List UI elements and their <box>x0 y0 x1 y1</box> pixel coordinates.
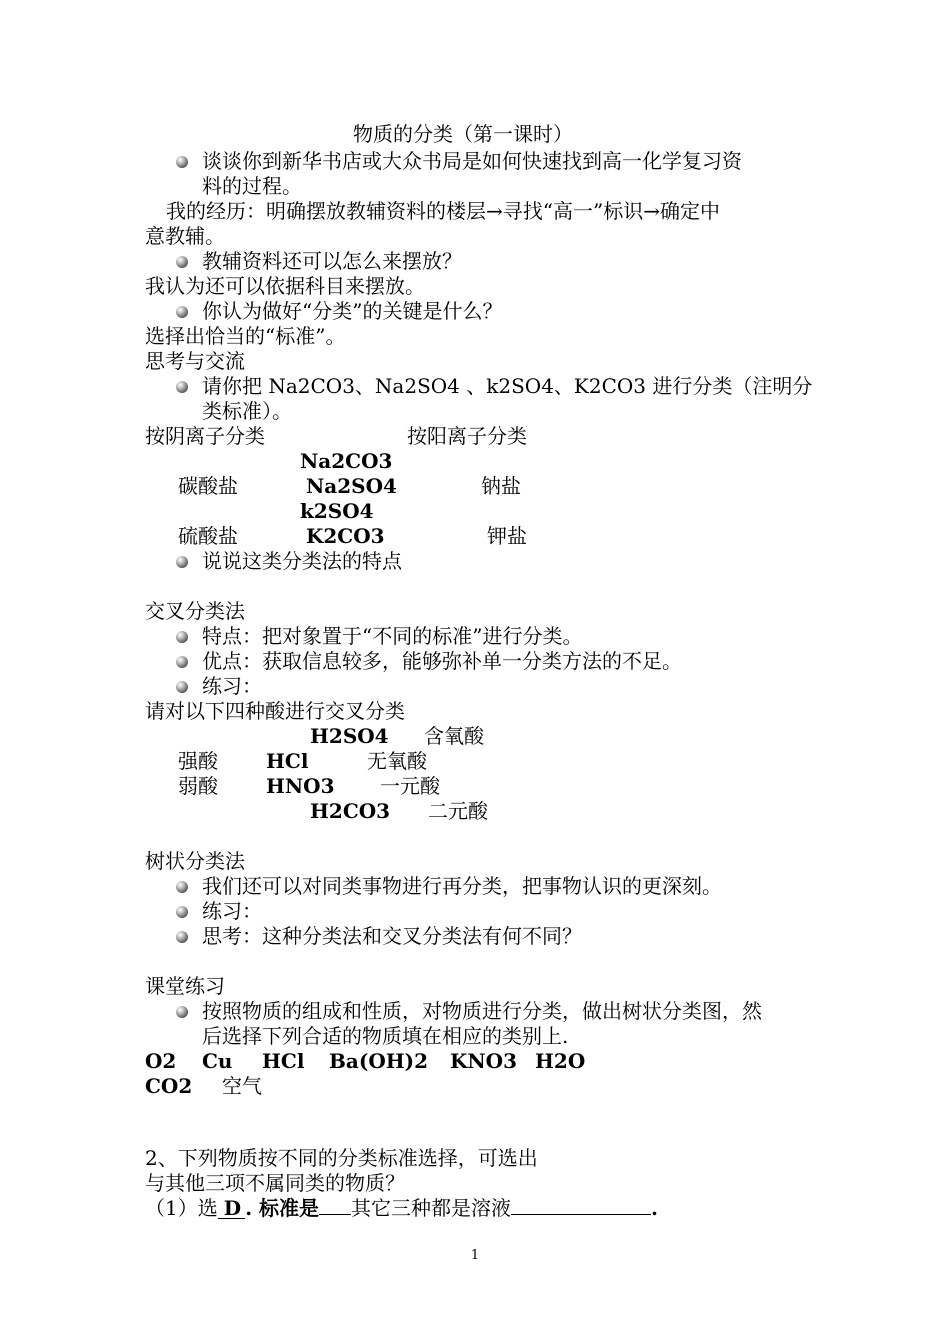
substance-item: HCl <box>262 1049 305 1073</box>
bullet-icon <box>176 381 188 393</box>
answer-choice-blank: D <box>218 1198 245 1219</box>
substance-item: CO2 <box>145 1074 193 1098</box>
acid-strength: 弱酸 <box>178 774 218 798</box>
answer-prefix: （1）选 <box>145 1196 218 1220</box>
salt-cation-class: 钾盐 <box>487 524 527 548</box>
bullet-icon <box>176 1006 188 1018</box>
cross-practice: 练习： <box>202 674 262 698</box>
cross-advantage: 优点：获取信息较多，能够弥补单一分类方法的不足。 <box>202 649 682 673</box>
classify-by-cation: 按阳离子分类 <box>407 424 527 448</box>
substance-item: Cu <box>202 1049 233 1073</box>
cross-task: 请对以下四种酸进行交叉分类 <box>145 699 405 723</box>
answer-mid2: 其它三种都是溶液 <box>351 1196 512 1220</box>
acid-property: 二元酸 <box>428 799 488 823</box>
cross-feature: 特点：把对象置于“不同的标准”进行分类。 <box>202 624 583 648</box>
question-bookstore-line2: 料的过程。 <box>202 174 302 198</box>
answer-blank <box>511 1214 651 1215</box>
exercise2-line1: 2、下列物质按不同的分类标准选择，可选出 <box>145 1146 538 1170</box>
acid-formula: HCl <box>266 749 309 773</box>
tree-think: 思考：这种分类法和交叉分类法有何不同？ <box>202 924 582 948</box>
classify-by-anion: 按阴离子分类 <box>145 424 265 448</box>
experience-line1: 我的经历：明确摆放教辅资料的楼层→寻找“高一”标识→确定中 <box>166 199 720 223</box>
section-tree-classification: 树状分类法 <box>145 849 245 873</box>
bullet-icon <box>176 556 188 568</box>
bullet-icon <box>176 881 188 893</box>
page-title: 物质的分类（第一课时） <box>353 122 573 146</box>
acid-property: 一元酸 <box>380 774 440 798</box>
acid-property: 含氧酸 <box>424 724 484 748</box>
substance-item: H2O <box>535 1049 586 1073</box>
salt-anion-class: 碳酸盐 <box>178 474 238 498</box>
salt-compound: Na2CO3 <box>300 449 393 473</box>
question-salts-line1: 请你把 Na2CO3、Na2SO4 、k2SO4、K2CO3 进行分类（注明分 <box>202 374 813 398</box>
substance-item: KNO3 <box>450 1049 518 1073</box>
tree-description: 我们还可以对同类事物进行再分类，把事物认识的更深刻。 <box>202 874 722 898</box>
bullet-icon <box>176 681 188 693</box>
bullet-icon <box>176 156 188 168</box>
salt-compound: Na2SO4 <box>306 474 397 498</box>
tree-practice: 练习： <box>202 899 262 923</box>
question-key: 你认为做好“分类”的关键是什么？ <box>202 299 503 323</box>
criterion-blank <box>319 1214 351 1215</box>
acid-formula: HNO3 <box>266 774 335 798</box>
bullet-icon <box>176 256 188 268</box>
acid-property: 无氧酸 <box>367 749 427 773</box>
substance-item: 空气 <box>222 1074 262 1098</box>
acid-formula: H2CO3 <box>310 799 391 823</box>
acid-formula: H2SO4 <box>310 724 389 748</box>
answer-mid1: . 标准是 <box>245 1196 320 1220</box>
bullet-icon <box>176 306 188 318</box>
question-method-feature: 说说这类分类法的特点 <box>202 549 402 573</box>
acid-strength: 强酸 <box>178 749 218 773</box>
answer-arrangement: 我认为还可以依据科目来摆放。 <box>145 274 425 298</box>
bullet-icon <box>176 906 188 918</box>
question-salts-line2: 类标准）。 <box>202 399 292 423</box>
exercise2-line2: 与其他三项不属同类的物质？ <box>145 1171 405 1195</box>
answer-end: . <box>651 1196 658 1220</box>
question-arrangement: 教辅资料还可以怎么来摆放？ <box>202 249 462 273</box>
exercise1-line1: 按照物质的组成和性质，对物质进行分类，做出树状分类图，然 <box>202 999 762 1023</box>
salt-cation-class: 钠盐 <box>481 474 521 498</box>
salt-compound: K2CO3 <box>306 524 385 548</box>
experience-line2: 意教辅。 <box>145 224 225 248</box>
bullet-icon <box>176 631 188 643</box>
salt-compound: k2SO4 <box>300 499 374 523</box>
exercise1-line2: 后选择下列合适的物质填在相应的类别上. <box>202 1024 569 1048</box>
question-bookstore-line1: 谈谈你到新华书店或大众书局是如何快速找到高一化学复习资 <box>202 149 742 173</box>
substance-item: Ba(OH)2 <box>329 1049 429 1073</box>
salt-anion-class: 硫酸盐 <box>178 524 238 548</box>
section-classroom-exercise: 课堂练习 <box>145 974 225 998</box>
substance-item: O2 <box>145 1049 177 1073</box>
page-number: 1 <box>470 1248 480 1263</box>
bullet-icon <box>176 931 188 943</box>
section-think-discuss: 思考与交流 <box>145 349 245 373</box>
exercise2-answer <box>145 1196 658 1221</box>
section-cross-classification: 交叉分类法 <box>145 599 245 623</box>
answer-key: 选择出恰当的“标准”。 <box>145 324 346 348</box>
bullet-icon <box>176 656 188 668</box>
